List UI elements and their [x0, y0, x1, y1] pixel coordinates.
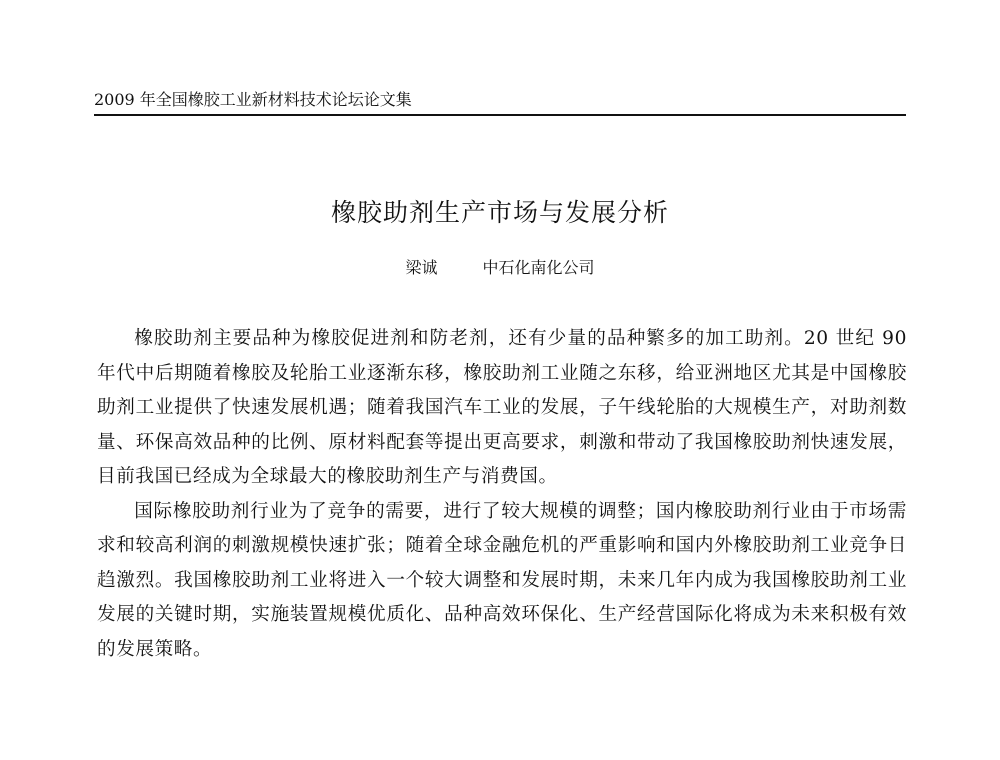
article-body: [97, 322, 907, 667]
byline: [0, 257, 1000, 279]
article-title: 橡胶助剂生产市场与发展分析: [330, 197, 669, 227]
author-affiliation: 中石化南化公司: [482, 258, 595, 277]
paragraph: 橡胶助剂主要品种为橡胶促进剂和防老剂，还有少量的品种繁多的加工助剂。20 世纪 90 年代中后期随着橡胶及轮胎工业逐渐东移，橡胶助剂工业随之东移，给亚洲地区尤其是中国橡胶助剂工业提供了快速发展机遇；随着我国汽车工业的发展，子午线轮胎的大规模生产，对助剂数量、环保高效品种的比例、原材料配套等提出更高要求，刺激和带动了我国橡胶助剂快速发展，目前我国已经成为全球最大的橡胶助剂生产与消费国。: [97, 328, 907, 487]
header-rule: [94, 114, 906, 116]
running-header: 2009 年全国橡胶工业新材料技术论坛论文集: [94, 90, 412, 109]
author-name: 梁诚: [405, 258, 438, 277]
paragraph: 国际橡胶助剂行业为了竞争的需要，进行了较大规模的调整；国内橡胶助剂行业由于市场需求和较高利润的刺激规模快速扩张；随着全球金融危机的严重影响和国内外橡胶助剂工业竞争日趋激烈。我国橡胶助剂工业将进入一个较大调整和发展时期，未来几年内成为我国橡胶助剂工业发展的关键时期，实施装置规模优质化、品种高效环保化、生产经营国际化将成为未来积极有效的发展策略。: [97, 500, 907, 660]
